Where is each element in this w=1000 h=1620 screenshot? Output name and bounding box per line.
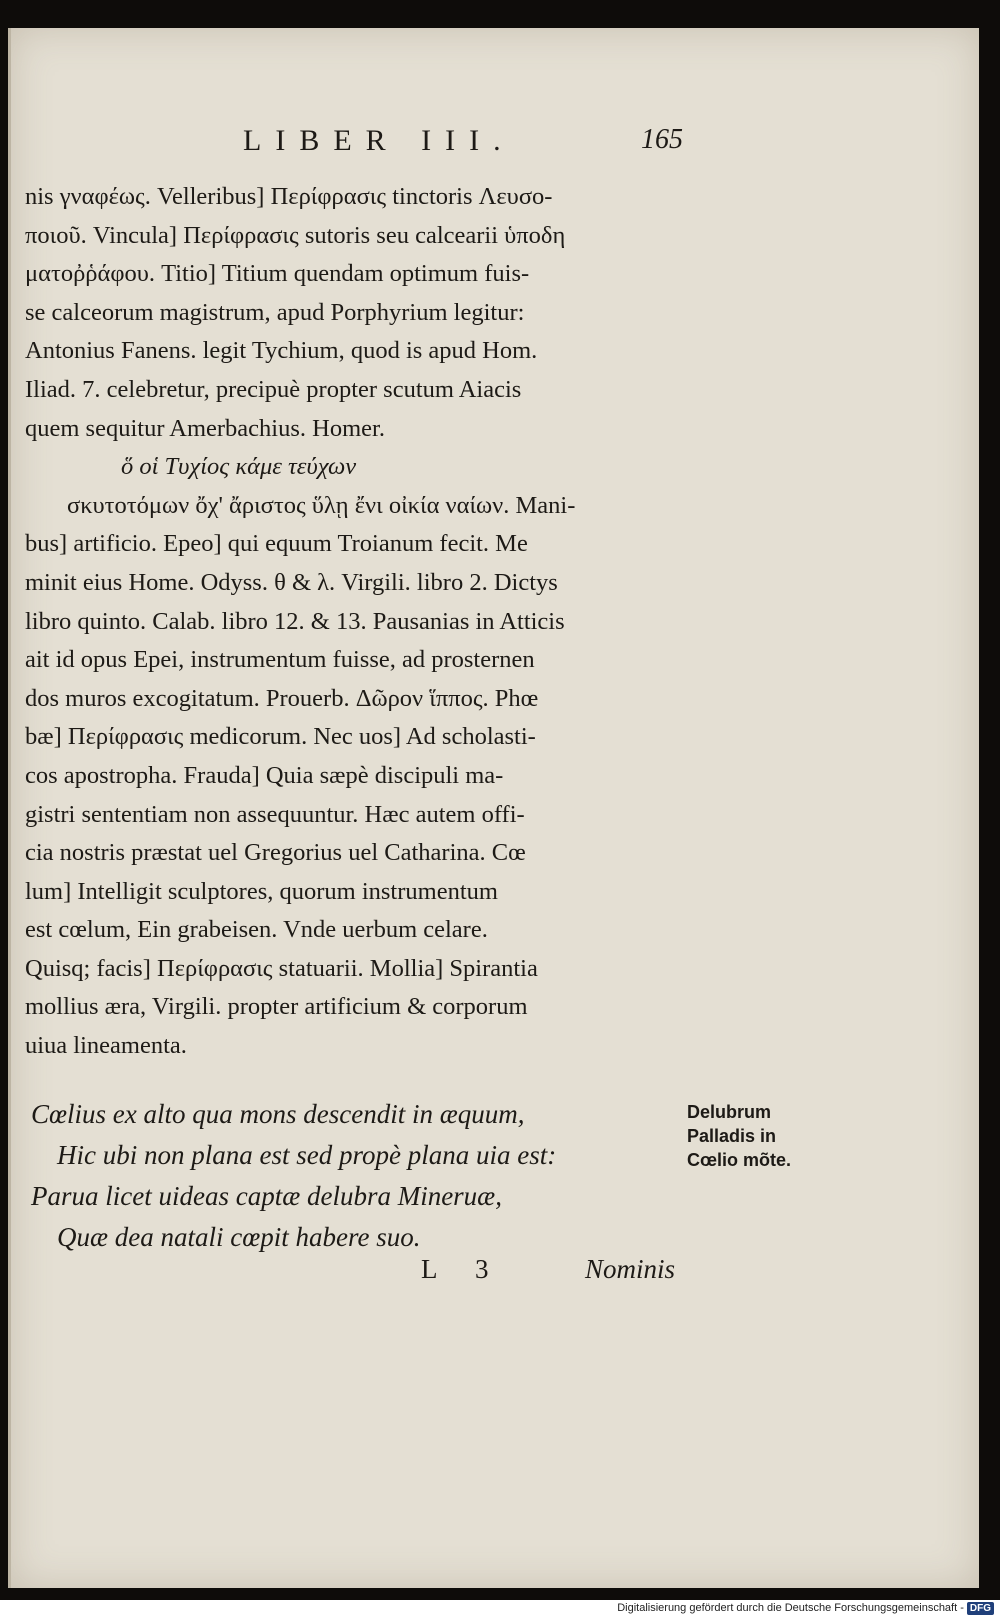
text-line: cia nostris præstat uel Gregorius uel Catharina. Cœ bbox=[25, 839, 526, 867]
text-line: Antonius Fanens. legit Tychium, quod is apud Hom. bbox=[25, 337, 538, 365]
verse-line: Quæ dea natali cœpit habere suo. bbox=[57, 1222, 421, 1252]
book-page bbox=[8, 28, 979, 1588]
text-line: libro quinto. Calab. libro 12. & 13. Pausanias in Atticis bbox=[25, 607, 565, 635]
dfg-logo: DFG bbox=[967, 1602, 994, 1615]
text-line: uiua lineamenta. bbox=[25, 1032, 187, 1060]
text-line: se calceorum magistrum, apud Porphyrium legitur: bbox=[25, 298, 525, 326]
signature-line bbox=[11, 1254, 979, 1294]
verse-block bbox=[31, 1094, 681, 1258]
marginal-note-line: Delubrum bbox=[687, 1102, 772, 1122]
text-line: est cœlum, Ein grabeisen. Vnde uerbum celare. bbox=[25, 916, 488, 944]
text-line: bæ] Περίφρασις medicorum. Nec uos] Ad scholasti- bbox=[25, 723, 536, 751]
page-number: 165 bbox=[641, 124, 683, 155]
text-line: cos apostropha. Frauda] Quia sæpè discipuli ma- bbox=[25, 761, 504, 789]
text-line: mollius æra, Virgili. propter artificium & corporum bbox=[25, 993, 528, 1021]
text-line: lum] Intelligit sculptores, quorum instrumentum bbox=[25, 877, 498, 905]
marginal-note-line: Palladis in bbox=[687, 1126, 777, 1146]
text-line: bus] artificio. Epeo] qui equum Troianum fecit. Me bbox=[25, 530, 528, 558]
running-head: LIBER III. bbox=[243, 124, 515, 157]
marginal-note bbox=[687, 1100, 887, 1172]
text-line: dos muros excogitatum. Prouerb. Δῶρον ἵππος. Phœ bbox=[25, 684, 539, 712]
text-line: minit eius Home. Odyss. θ & λ. Virgili. libro 2. Dictys bbox=[25, 568, 558, 596]
verse-line: Cœlius ex alto qua mons descendit in æquum, bbox=[31, 1099, 525, 1129]
verse-line: Parua licet uideas captæ delubra Mineruæ, bbox=[31, 1181, 502, 1211]
commentary-text bbox=[25, 178, 715, 1066]
text-line: Iliad. 7. celebretur, precipuè propter scutum Aiacis bbox=[25, 375, 522, 403]
funding-credit-text: Digitalisierung gefördert durch die Deutsche Forschungsgemeinschaft - bbox=[617, 1602, 964, 1614]
text-line: ποιοῦ. Vincula] Περίφρασις sutoris seu calcearii ὑποδη bbox=[25, 221, 566, 249]
catchword: Nominis bbox=[585, 1254, 676, 1284]
greek-quote-line: ὅ οἱ Τυχίος κάμε τεύχων bbox=[121, 453, 357, 481]
funding-credit bbox=[617, 1602, 994, 1615]
footer bbox=[0, 1600, 1000, 1620]
page-header bbox=[11, 124, 979, 164]
signature-number: 3 bbox=[475, 1254, 489, 1284]
greek-quote-line: σκυτοτόμων ὄχ' ἄριστος ὕλῃ ἔνι οἰκία ναίων. Mani- bbox=[67, 491, 576, 519]
signature-mark: L bbox=[421, 1254, 438, 1284]
text-line: ματοῤῥάφου. Titio] Titium quendam optimum fuis- bbox=[25, 260, 530, 288]
text-line: quem sequitur Amerbachius. Homer. bbox=[25, 414, 385, 442]
text-line: nis γναφέως. Velleribus] Περίφρασις tinctoris Λευσο- bbox=[25, 183, 553, 210]
verse-line: Hic ubi non plana est sed propè plana uia est: bbox=[57, 1140, 557, 1170]
text-line: Quisq; facis] Περίφρασις statuarii. Mollia] Spirantia bbox=[25, 954, 538, 982]
marginal-note-line: Cœlio mõte. bbox=[687, 1150, 791, 1170]
text-line: ait id opus Epei, instrumentum fuisse, ad prosternen bbox=[25, 646, 535, 674]
text-line: gistri sententiam non assequuntur. Hæc autem offi- bbox=[25, 800, 525, 828]
